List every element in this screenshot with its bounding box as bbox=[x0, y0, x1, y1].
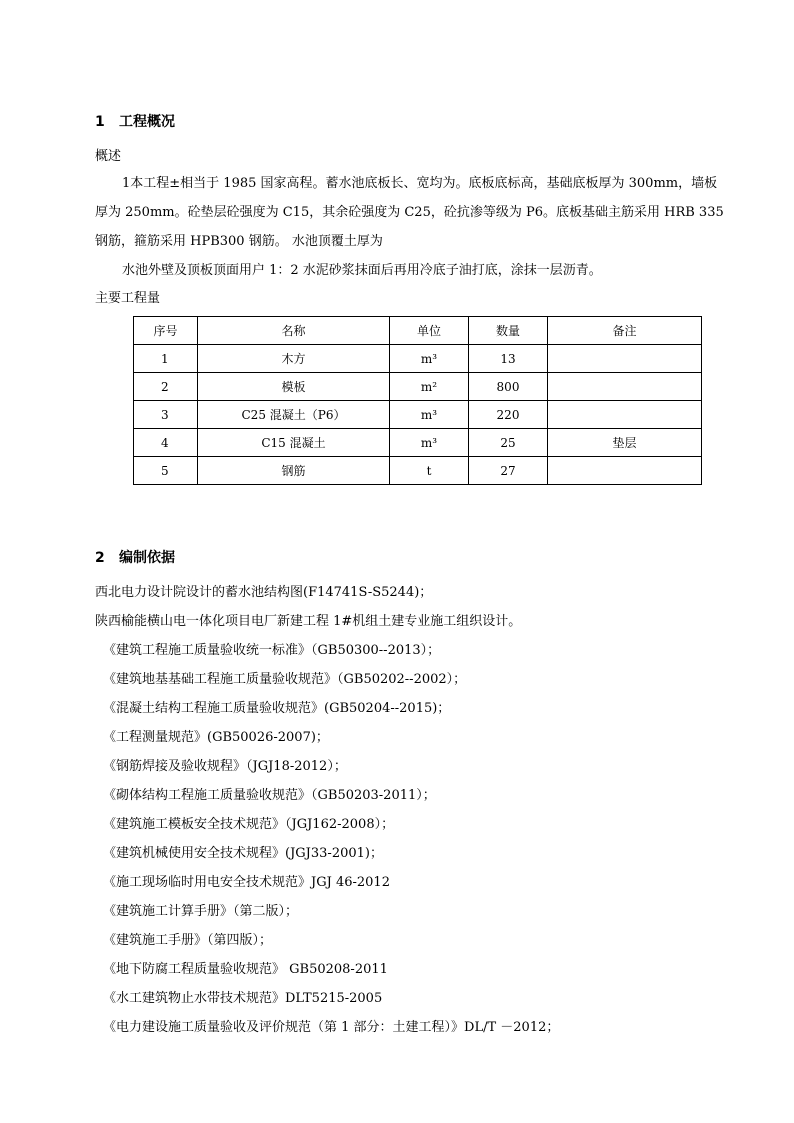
section-1-title: 工程概况 bbox=[119, 114, 175, 130]
overview-paragraph-line-1: 1本工程±相当于 1985 国家高程。蓄水池底板长、宽均为。底板底标高，基础底板厚为 300mm，墙板 bbox=[122, 176, 718, 191]
cell-name: 钢筋 bbox=[198, 457, 390, 485]
table-row bbox=[134, 429, 702, 457]
header-unit: 单位 bbox=[390, 317, 469, 345]
reference-item: 《地下防腐工程质量验收规范》 GB50208-2011 bbox=[103, 962, 388, 977]
overview-label: 概述 bbox=[95, 149, 122, 164]
reference-item: 《建筑工程施工质量验收统一标准》（GB50300--2013）； bbox=[103, 643, 441, 658]
cell-name: C15 混凝土 bbox=[198, 429, 390, 457]
cell-seq: 2 bbox=[134, 373, 198, 401]
cell-name: 木方 bbox=[198, 345, 390, 373]
cell-quantity: 13 bbox=[469, 345, 548, 373]
cell-quantity: 220 bbox=[469, 401, 548, 429]
reference-item: 《钢筋焊接及验收规程》（JGJ18-2012）； bbox=[103, 759, 347, 774]
reference-item: 西北电力设计院设计的蓄水池结构图(F14741S-S5244)； bbox=[95, 585, 433, 600]
section-1-number: 1 bbox=[95, 114, 105, 130]
table-header-row bbox=[134, 317, 702, 345]
quantities-table bbox=[133, 316, 702, 485]
overview-paragraph-2: 水池外壁及顶板顶面用户 1：2 水泥砂浆抹面后再用冷底子油打底，涂抹一层沥青。 bbox=[122, 263, 602, 278]
table-row bbox=[134, 457, 702, 485]
section-1-heading bbox=[95, 113, 175, 131]
cell-seq: 1 bbox=[134, 345, 198, 373]
section-2-number: 2 bbox=[95, 550, 105, 566]
reference-item: 《施工现场临时用电安全技术规范》JGJ 46-2012 bbox=[103, 875, 390, 890]
cell-quantity: 27 bbox=[469, 457, 548, 485]
reference-item: 《电力建设施工质量验收及评价规范（第 1 部分：土建工程）》DL/T －2012； bbox=[103, 1020, 560, 1035]
table-row bbox=[134, 401, 702, 429]
reference-item: 《建筑施工模板安全技术规范》（JGJ162-2008）； bbox=[103, 817, 395, 832]
reference-item: 《建筑机械使用安全技术规程》(JGJ33-2001)； bbox=[103, 846, 383, 861]
reference-item: 陕西榆能横山电一体化项目电厂新建工程 1#机组土建专业施工组织设计。 bbox=[95, 614, 522, 629]
cell-name: 模板 bbox=[198, 373, 390, 401]
overview-paragraph-line-3: 钢筋，箍筋采用 HPB300 钢筋。 水池顶覆土厚为 bbox=[95, 234, 383, 249]
cell-remark bbox=[548, 373, 702, 401]
cell-unit: t bbox=[390, 457, 469, 485]
cell-name: C25 混凝土（P6） bbox=[198, 401, 390, 429]
reference-item: 《工程测量规范》(GB50026-2007)； bbox=[103, 730, 329, 745]
section-2-heading bbox=[95, 549, 175, 567]
cell-unit: m³ bbox=[390, 345, 469, 373]
overview-paragraph-line-2: 厚为 250mm。砼垫层砼强度为 C15，其余砼强度为 C25，砼抗渗等级为 P6。底板基础主筋采用 HRB 335 bbox=[95, 205, 724, 220]
reference-item: 《建筑地基基础工程施工质量验收规范》（GB50202--2002）； bbox=[103, 672, 467, 687]
cell-remark: 垫层 bbox=[548, 429, 702, 457]
header-remark: 备注 bbox=[548, 317, 702, 345]
cell-remark bbox=[548, 345, 702, 373]
cell-unit: m³ bbox=[390, 429, 469, 457]
cell-quantity: 800 bbox=[469, 373, 548, 401]
cell-remark bbox=[548, 457, 702, 485]
cell-unit: m² bbox=[390, 373, 469, 401]
table-row bbox=[134, 373, 702, 401]
quantities-label: 主要工程量 bbox=[95, 291, 161, 306]
reference-list bbox=[95, 584, 559, 1048]
cell-seq: 3 bbox=[134, 401, 198, 429]
cell-unit: m³ bbox=[390, 401, 469, 429]
reference-item: 《建筑施工手册》（第四版）； bbox=[103, 933, 273, 948]
reference-item: 《水工建筑物止水带技术规范》DLT5215-2005 bbox=[103, 991, 383, 1006]
header-quantity: 数量 bbox=[469, 317, 548, 345]
table-row bbox=[134, 345, 702, 373]
reference-item: 《混凝土结构工程施工质量验收规范》(GB50204--2015)； bbox=[103, 701, 451, 716]
header-seq: 序号 bbox=[134, 317, 198, 345]
header-name: 名称 bbox=[198, 317, 390, 345]
cell-seq: 5 bbox=[134, 457, 198, 485]
section-2-title: 编制依据 bbox=[119, 550, 175, 566]
reference-item: 《建筑施工计算手册》（第二版）； bbox=[103, 904, 299, 919]
cell-seq: 4 bbox=[134, 429, 198, 457]
cell-quantity: 25 bbox=[469, 429, 548, 457]
reference-item: 《砌体结构工程施工质量验收规范》（GB50203-2011）； bbox=[103, 788, 436, 803]
cell-remark bbox=[548, 401, 702, 429]
